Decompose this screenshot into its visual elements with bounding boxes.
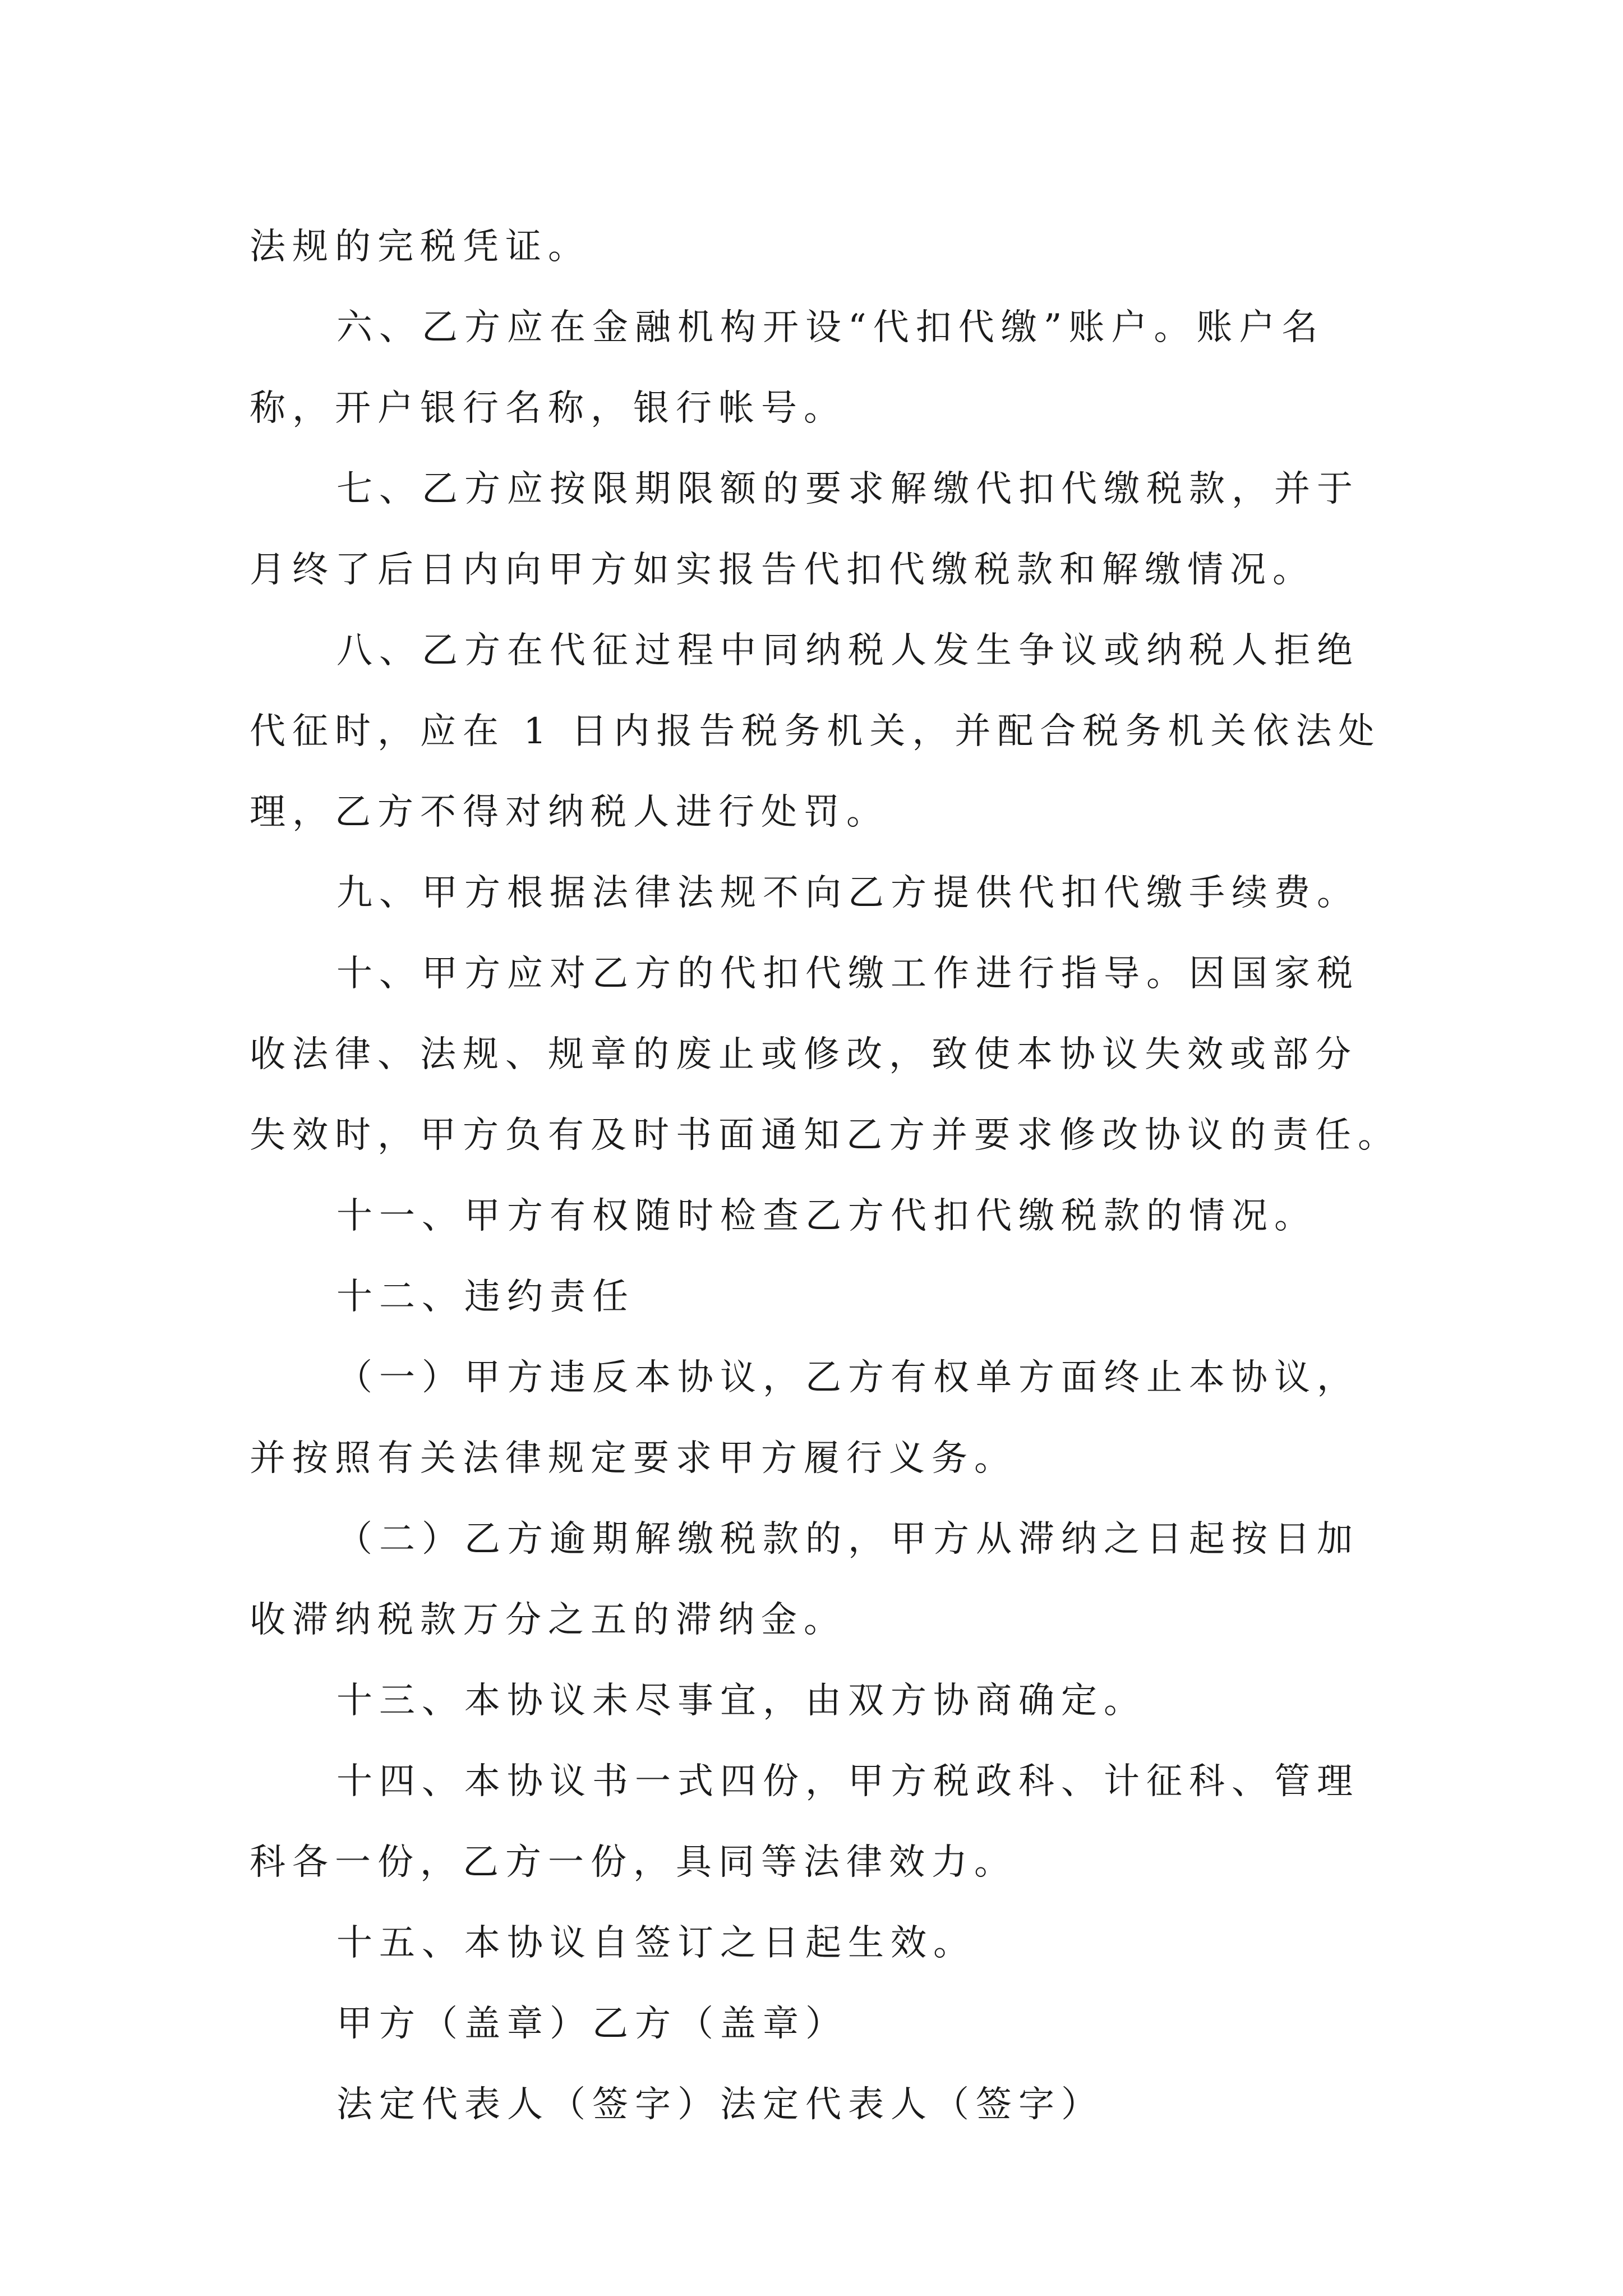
text-line: 理，乙方不得对纳税人进行处罚。	[250, 792, 889, 833]
text-line: 八、乙方在代征过程中同纳税人发生争议或纳税人拒绝	[336, 630, 1359, 671]
text-line: 收滞纳税款万分之五的滞纳金。	[250, 1599, 846, 1641]
text-line: 十、甲方应对乙方的代扣代缴工作进行指导。因国家税	[336, 953, 1359, 995]
text-line: （一）甲方违反本协议，乙方有权单方面终止本协议，	[336, 1357, 1359, 1398]
text-line: 科各一份，乙方一份，具同等法律效力。	[250, 1842, 1017, 1883]
text-line: 十二、违约责任	[336, 1276, 635, 1318]
text-line: 月终了后日内向甲方如实报告代扣代缴税款和解缴情况。	[250, 549, 1315, 591]
text-line: 称，开户银行名称，银行帐号。	[250, 388, 846, 429]
text-line: 十三、本协议未尽事宜，由双方协商确定。	[336, 1680, 1146, 1722]
text-line: （二）乙方逾期解缴税款的，甲方从滞纳之日起按日加	[336, 1519, 1359, 1560]
text-line: 十五、本协议自签订之日起生效。	[336, 1922, 976, 1964]
text-line: 法规的完税凭证。	[250, 226, 591, 268]
text-line: 十一、甲方有权随时检查乙方代扣代缴税款的情况。	[336, 1195, 1317, 1237]
text-line: 收法律、法规、规章的废止或修改，致使本协议失效或部分	[250, 1034, 1358, 1075]
text-line: 并按照有关法律规定要求甲方履行义务。	[250, 1438, 1017, 1479]
text-line: 十四、本协议书一式四份，甲方税政科、计征科、管理	[336, 1761, 1359, 1802]
text-line: 九、甲方根据法律法规不向乙方提供代扣代缴手续费。	[336, 872, 1359, 914]
text-line: 失效时，甲方负有及时书面通知乙方并要求修改协议的责任。	[250, 1115, 1400, 1156]
text-line: 七、乙方应按限期限额的要求解缴代扣代缴税款，并于	[336, 468, 1359, 510]
text-line: 法定代表人（签字）法定代表人（签字）	[336, 2084, 1104, 2125]
text-line: 甲方（盖章）乙方（盖章）	[336, 2003, 848, 2045]
text-line: 代征时，应在 1 日内报告税务机关，并配合税务机关依法处	[250, 711, 1381, 752]
text-line: 六、乙方应在金融机构开设“代扣代缴”账户。账户名	[336, 307, 1325, 348]
